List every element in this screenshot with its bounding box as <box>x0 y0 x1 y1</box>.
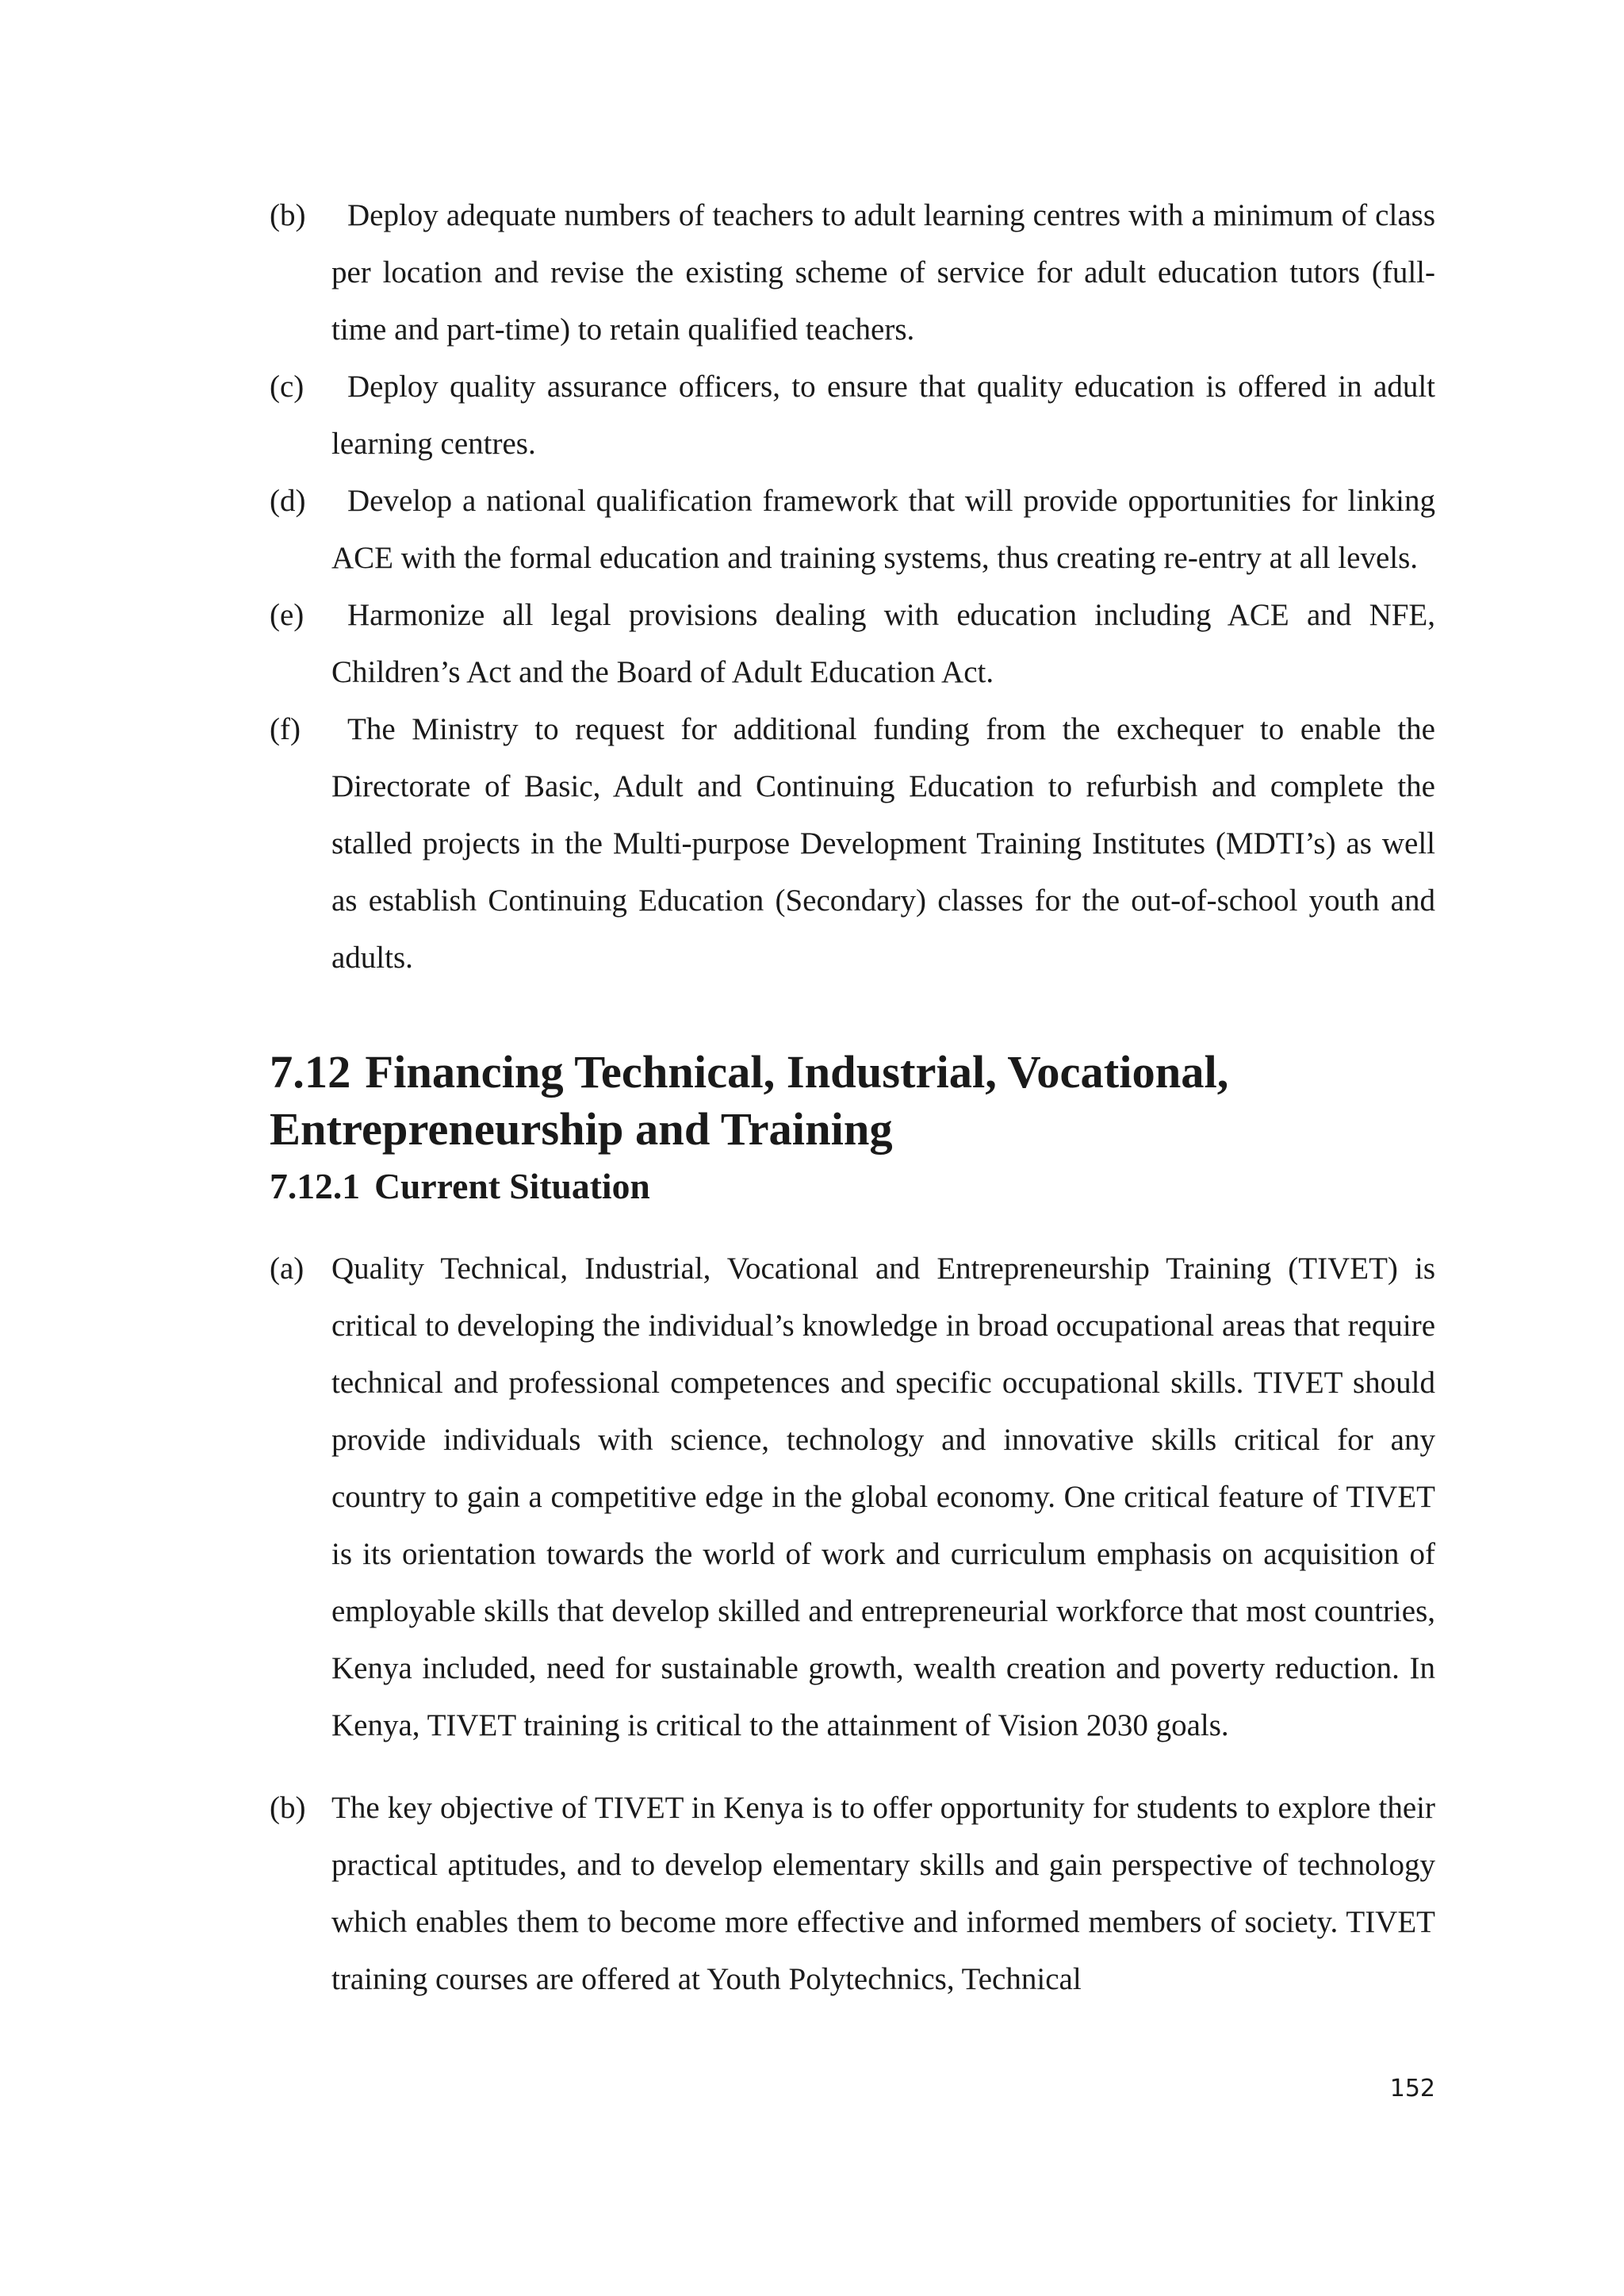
list-item <box>270 1240 1435 1754</box>
recommendation-list <box>270 187 1435 987</box>
page-content <box>270 187 1435 2033</box>
list-marker: (a) <box>270 1251 304 1286</box>
list-item <box>270 187 1435 358</box>
list-item-text: Harmonize all legal provisions dealing with education including ACE and NFE, Children’s Act and the Board of Adult Education Act. <box>331 598 1435 689</box>
list-item-text: Quality Technical, Industrial, Vocational and Entrepreneurship Training (TIVET) is critical to developing the individual’s knowledge in broad occupational areas that require technical and professional competences and specific occupational skills. TIVET should provide individuals with science, technology and innovative skills critical for any country to gain a competitive edge in the global economy. One critical feature of TIVET is its orientation towards the world of work and curriculum emphasis on acquisition of employable skills that develop skilled and entrepreneurial workforce that most countries, Kenya included, need for sustainable growth, wealth creation and poverty reduction. In Kenya, TIVET training is critical to the attainment of Vision 2030 goals. <box>331 1251 1435 1742</box>
page-number: 152 <box>1389 2075 1435 2102</box>
list-item <box>270 358 1435 473</box>
section-title: Financing Technical, Industrial, Vocational, Entrepreneurship and Training <box>270 1046 1229 1155</box>
list-marker: (e) <box>270 598 304 632</box>
list-item-text: The key objective of TIVET in Kenya is to offer opportunity for students to explore their practical aptitudes, and to develop elementary skills and gain perspective of technology which enables them to become more effective and informed members of society. TIVET training courses are offered at Youth Polytechnics, Technical <box>331 1791 1435 1996</box>
section-number: 7.12 <box>270 1046 351 1098</box>
subsection-title: Current Situation <box>374 1166 650 1206</box>
list-marker: (f) <box>270 712 301 746</box>
list-item-text: Deploy adequate numbers of teachers to adult learning centres with a minimum of class per location and revise the existing scheme of service for adult education tutors (full-time and part-time) to retain qualified teachers. <box>331 198 1435 347</box>
list-marker: (c) <box>270 370 304 404</box>
list-item <box>270 473 1435 587</box>
section-heading <box>270 1044 1435 1158</box>
subsection-number: 7.12.1 <box>270 1166 361 1206</box>
list-item <box>270 1780 1435 2008</box>
list-item <box>270 587 1435 701</box>
list-marker: (b) <box>270 1791 306 1825</box>
list-marker: (d) <box>270 484 306 518</box>
list-item-text: The Ministry to request for additional funding from the exchequer to enable the Directorate of Basic, Adult and Continuing Education to refurbish and complete the stalled projects in the Multi-purpose Development Training Institutes (MDTI’s) as well as establish Continuing Education (Secondary) classes for the out-of-school youth and adults. <box>331 712 1435 975</box>
list-marker: (b) <box>270 198 306 232</box>
list-item-text: Develop a national qualification framework that will provide opportunities for linking ACE with the formal education and training systems, thus creating re-entry at all levels. <box>331 484 1435 575</box>
subsection-heading <box>270 1158 1435 1215</box>
list-item-text: Deploy quality assurance officers, to ensure that quality education is offered in adult learning centres. <box>331 370 1435 461</box>
current-situation-list <box>270 1240 1435 2008</box>
list-item <box>270 701 1435 987</box>
